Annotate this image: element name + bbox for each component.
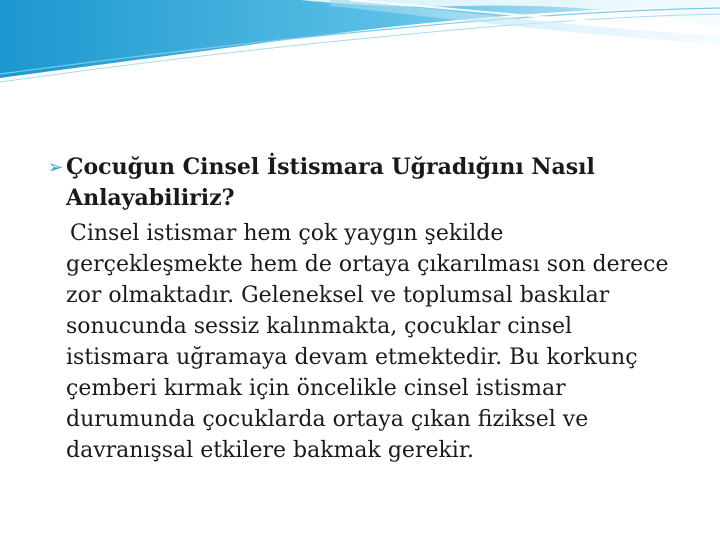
bullet-item	[48, 152, 688, 214]
header-wave-decoration	[0, 0, 720, 90]
slide-content	[48, 152, 688, 466]
slide-paragraph: Cinsel istismar hem çok yaygın şekilde gerçekleşmekte hem de ortaya çıkarılması son derece zor olmaktadır. Geleneksel ve toplumsal baskılar sonucunda sessiz kalınmakta, çocuklar cinsel istismara uğramaya devam etmektedir. Bu korkunç çemberi kırmak için öncelikle cinsel istismar durumunda çocuklarda ortaya çıkan fiziksel ve davranışsal etkilere bakmak gerekir.	[66, 221, 669, 463]
arrow-bullet-icon: ➢	[48, 157, 64, 178]
slide-heading: Çocuğun Cinsel İstismara Uğradığını Nasıl Anlayabiliriz?	[66, 154, 595, 211]
